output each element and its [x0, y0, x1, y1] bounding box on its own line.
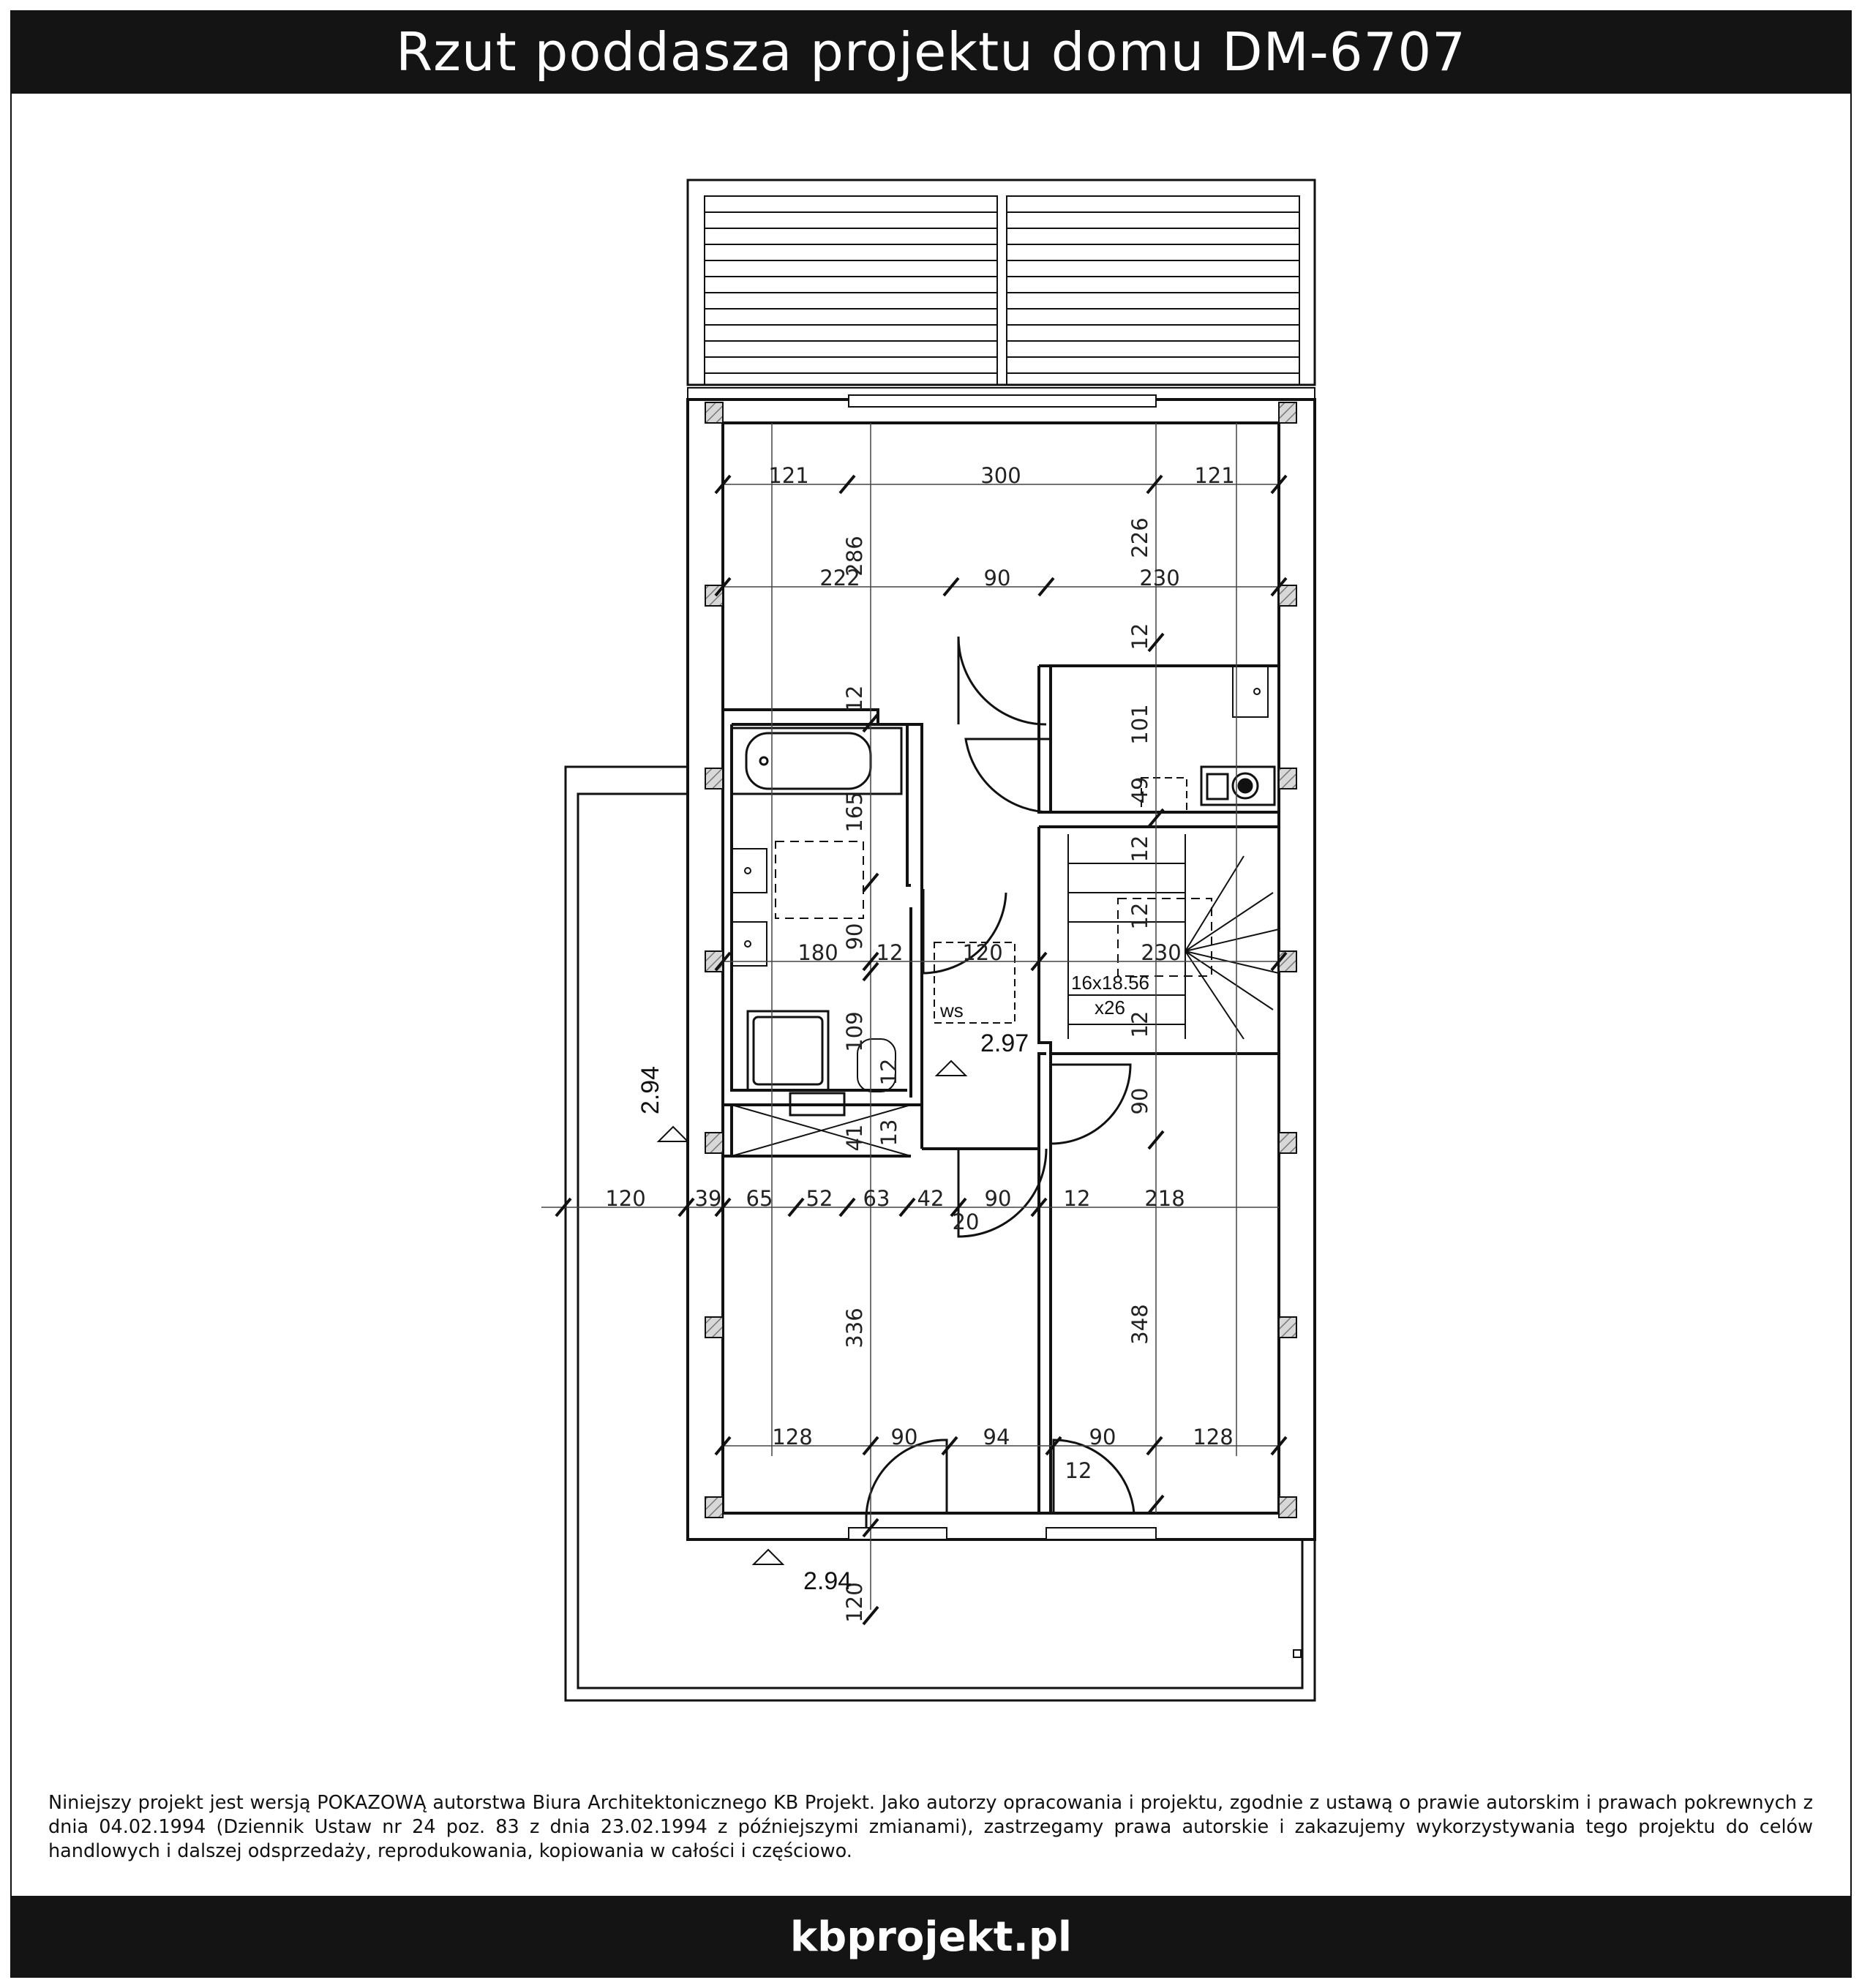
- dim-r2-120: 120: [605, 1186, 646, 1211]
- dim-v-120-bottom: 120: [842, 1582, 867, 1623]
- footer-bar: [10, 1896, 1852, 1978]
- dim-v-286: 286: [842, 536, 867, 577]
- dim-v-226: 226: [1127, 517, 1152, 558]
- dim-row-230-stair: 230: [1141, 940, 1182, 965]
- level-left-label: 2.94: [637, 1065, 664, 1115]
- dim-top-121-right: 121: [1194, 463, 1235, 488]
- stairs-count-label: x26: [1095, 997, 1125, 1019]
- ws-label: ws: [940, 999, 964, 1021]
- shower: [748, 1011, 828, 1090]
- dim-v-90-bath: 90: [842, 923, 867, 950]
- dim-r2-52: 52: [806, 1186, 833, 1211]
- copyright-disclaimer: Niniejszy projekt jest wersją POKAZOWĄ autorstwa Biura Architektonicznego KB Projekt. Jako autorzy opracowania i projektu, zgodnie z ustawą o prawie autorskim i prawach pokrewnych z dnia 04.02.1994 (Dziennik Ustaw nr 24 poz. 83 z dnia 23.02.1994 z późniejszymi zmianami), zastrzegamy prawa autorskie i zakazujemy wykorzystywania tego projektu do celów handlowych i dalszej odsprzedaży, reprodukowania, kopiowania w całości i częściowo.: [48, 1792, 1813, 1862]
- dim-v-348: 348: [1127, 1304, 1152, 1345]
- dim-v-12-d: 12: [1127, 902, 1152, 930]
- dim-b-90-left: 90: [890, 1425, 918, 1449]
- dim-b-94: 94: [983, 1425, 1010, 1449]
- dim-v-12-f: 12: [876, 1058, 901, 1086]
- level-hall-label: 2.97: [980, 1029, 1029, 1057]
- dim-v-13: 13: [876, 1119, 901, 1147]
- dim-v-41: 41: [842, 1124, 867, 1152]
- dim-r2-12: 12: [1063, 1186, 1091, 1211]
- dim-row-222: 222: [819, 566, 860, 590]
- level-bottom-label: 2.94: [803, 1567, 852, 1595]
- window-bottom-left: [849, 1528, 947, 1539]
- dim-r2-63: 63: [863, 1186, 890, 1211]
- dim-b-12: 12: [1065, 1458, 1092, 1483]
- dim-row-180: 180: [797, 940, 838, 965]
- dim-r2-65: 65: [746, 1186, 773, 1211]
- dim-r2-90: 90: [984, 1186, 1012, 1211]
- dim-v-90-hall: 90: [1127, 1087, 1152, 1115]
- dim-v-12-e: 12: [1127, 1010, 1152, 1038]
- dim-v-336: 336: [842, 1308, 867, 1349]
- dim-r2-218: 218: [1144, 1186, 1185, 1211]
- stairs-size-label: 16x18.56: [1071, 972, 1149, 994]
- dim-v-101: 101: [1127, 704, 1152, 745]
- dim-b-128-right: 128: [1193, 1425, 1234, 1449]
- dim-top-300: 300: [980, 463, 1021, 488]
- dim-v-165: 165: [842, 792, 867, 833]
- dim-row-230: 230: [1139, 566, 1180, 590]
- window-top: [849, 395, 1156, 407]
- footer-brand: kbprojekt.pl: [789, 1913, 1073, 1961]
- fireplace: [1141, 767, 1275, 811]
- dim-v-12-c: 12: [1127, 835, 1152, 863]
- dim-v-12-a: 12: [1127, 623, 1152, 650]
- dim-v-49: 49: [1127, 776, 1152, 804]
- dim-b-128-left: 128: [772, 1425, 813, 1449]
- dim-r2-20: 20: [952, 1209, 980, 1234]
- roof-outline: [566, 767, 1315, 1700]
- dim-row-90: 90: [983, 566, 1011, 590]
- dim-v-109: 109: [842, 1011, 867, 1052]
- dim-r2-39: 39: [694, 1186, 722, 1211]
- dim-b-90-right: 90: [1089, 1425, 1116, 1449]
- window-bottom-right: [1046, 1528, 1156, 1539]
- balcony: [688, 180, 1315, 385]
- dim-row-12: 12: [876, 940, 904, 965]
- dim-top-121-left: 121: [768, 463, 809, 488]
- dim-row-120: 120: [962, 940, 1003, 965]
- dim-v-12-b: 12: [842, 685, 867, 713]
- dim-r2-42: 42: [917, 1186, 945, 1211]
- bathtub: [732, 728, 901, 794]
- page-title: Rzut poddasza projektu domu DM-6707: [396, 21, 1466, 83]
